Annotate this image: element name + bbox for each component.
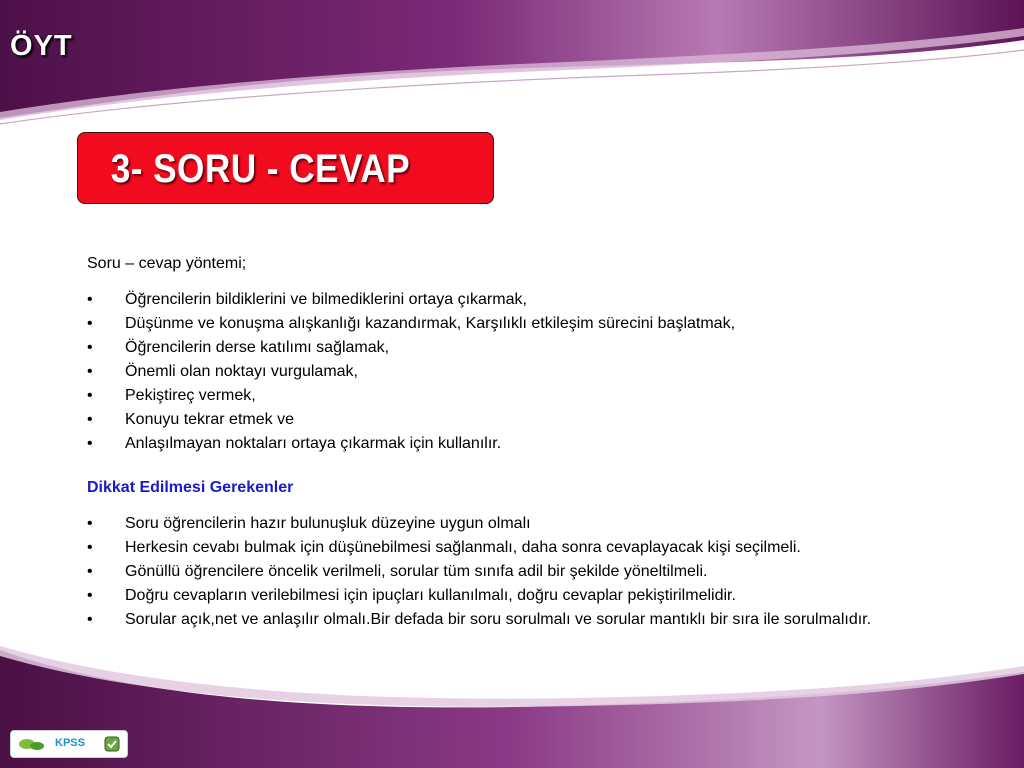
brand-logo-text: ÖYT xyxy=(10,30,73,62)
bullet-icon: • xyxy=(87,291,93,308)
bottom-wave xyxy=(0,650,1024,768)
list-item: • Önemli olan noktayı vurgulamak, xyxy=(87,360,967,384)
list-item: • Gönüllü öğrencilere öncelik verilmeli, sorular tüm sınıfa adil bir şekilde yöneltilmeli. xyxy=(87,560,967,584)
bullet-icon: • xyxy=(87,539,93,556)
list-item: • Konuyu tekrar etmek ve xyxy=(87,408,967,432)
list-item: • Doğru cevapların verilebilmesi için ipuçları kullanılmalı, doğru cevaplar pekiştirilmelidir. xyxy=(87,584,967,608)
list-item: • Soru öğrencilerin hazır bulunuşluk düzeyine uygun olmalı xyxy=(87,512,967,536)
top-wave xyxy=(0,0,1024,118)
list-item: • Herkesin cevabı bulmak için düşünebilmesi sağlanmalı, daha sonra cevaplayacak kişi seçilmeli. xyxy=(87,536,967,560)
bullet-icon: • xyxy=(87,363,93,380)
list-item: • Düşünme ve konuşma alışkanlığı kazandırmak, Karşılıklı etkileşim sürecini başlatmak, xyxy=(87,312,967,336)
section-subheading: Dikkat Edilmesi Gerekenler xyxy=(87,479,294,496)
list-item: • Öğrencilerin bildiklerini ve bilmediklerini ortaya çıkarmak, xyxy=(87,288,967,312)
bullet-icon: • xyxy=(87,587,93,604)
guidelines-list xyxy=(87,512,967,632)
slide-content xyxy=(87,252,967,632)
bullet-icon: • xyxy=(87,435,93,452)
list-item: • Anlaşılmayan noktaları ortaya çıkarmak için kullanılır. xyxy=(87,432,967,456)
bullet-icon: • xyxy=(87,515,93,532)
bullet-icon: • xyxy=(87,563,93,580)
list-item: • Sorular açık,net ve anlaşılır olmalı.Bir defada bir soru sorulmalı ve sorular mantıklı bir sıra ile sorulmalıdır. xyxy=(87,608,967,632)
list-item: • Pekiştireç vermek, xyxy=(87,384,967,408)
bullet-icon: • xyxy=(87,339,93,356)
usage-list xyxy=(87,288,967,456)
bullet-icon: • xyxy=(87,411,93,428)
leaf-icon xyxy=(17,734,47,754)
bullet-icon: • xyxy=(87,611,93,628)
footer-logo xyxy=(10,730,128,758)
bullet-icon: • xyxy=(87,315,93,332)
bullet-icon: • xyxy=(87,387,93,404)
intro-text: Soru – cevap yöntemi; xyxy=(87,255,247,272)
slide-title: 3- SORU - CEVAP xyxy=(110,147,411,191)
list-item: • Öğrencilerin derse katılımı sağlamak, xyxy=(87,336,967,360)
title-banner xyxy=(77,132,494,204)
logo-label: KPSS xyxy=(55,737,85,749)
badge-icon xyxy=(103,735,121,753)
